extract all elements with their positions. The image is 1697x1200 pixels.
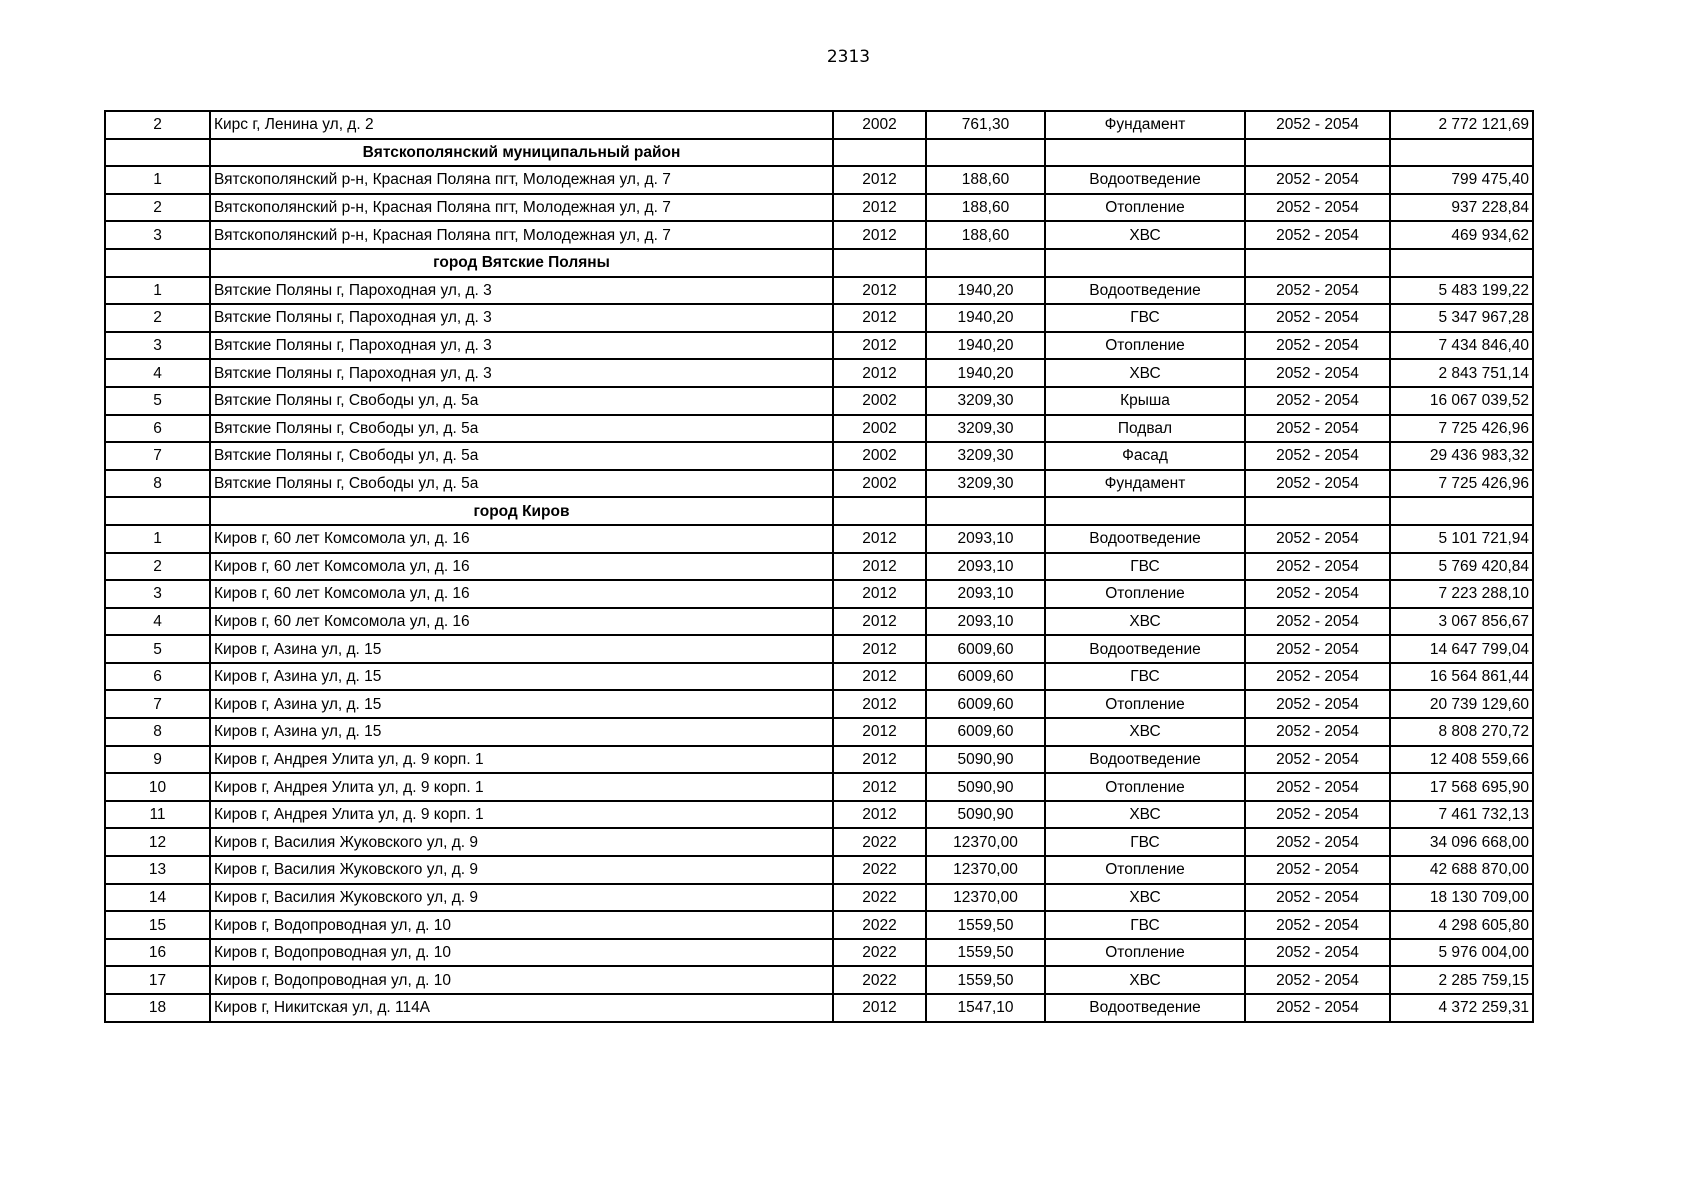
address-cell: Киров г, Водопроводная ул, д. 10 <box>210 939 833 967</box>
cost-cell: 7 725 426,96 <box>1390 415 1533 443</box>
address-cell: Вятские Поляны г, Свободы ул, д. 5а <box>210 470 833 498</box>
year-cell: 2012 <box>833 608 926 636</box>
year-cell: 2012 <box>833 194 926 222</box>
element-cell: Водоотведение <box>1045 166 1245 194</box>
cost-cell: 18 130 709,00 <box>1390 884 1533 912</box>
area-cell: 3209,30 <box>926 415 1045 443</box>
row-number-cell: 3 <box>105 221 210 249</box>
year-cell: 2002 <box>833 415 926 443</box>
element-cell: ХВС <box>1045 608 1245 636</box>
table-row <box>105 387 1533 415</box>
area-cell: 12370,00 <box>926 856 1045 884</box>
area-cell: 6009,60 <box>926 663 1045 691</box>
address-cell: Вятскополянский р-н, Красная Поляна пгт, Молодежная ул, д. 7 <box>210 221 833 249</box>
area-cell: 1559,50 <box>926 939 1045 967</box>
row-number-cell: 17 <box>105 966 210 994</box>
table-row <box>105 939 1533 967</box>
period-cell: 2052 - 2054 <box>1245 663 1390 691</box>
table-row <box>105 359 1533 387</box>
element-cell: Отопление <box>1045 690 1245 718</box>
year-cell: 2012 <box>833 221 926 249</box>
table-row <box>105 277 1533 305</box>
cost-cell: 5 483 199,22 <box>1390 277 1533 305</box>
period-cell: 2052 - 2054 <box>1245 359 1390 387</box>
section-header-row <box>105 249 1533 277</box>
period-cell: 2052 - 2054 <box>1245 304 1390 332</box>
cost-cell: 5 769 420,84 <box>1390 553 1533 581</box>
table-row <box>105 911 1533 939</box>
repair-schedule-table <box>104 110 1534 1023</box>
element-cell: Фундамент <box>1045 470 1245 498</box>
element-cell: ГВС <box>1045 304 1245 332</box>
row-number-cell: 5 <box>105 387 210 415</box>
element-cell: Отопление <box>1045 939 1245 967</box>
element-cell: ХВС <box>1045 801 1245 829</box>
empty-cell <box>1390 249 1533 277</box>
period-cell: 2052 - 2054 <box>1245 166 1390 194</box>
cost-cell: 7 461 732,13 <box>1390 801 1533 829</box>
cost-cell: 5 101 721,94 <box>1390 525 1533 553</box>
row-number-cell: 7 <box>105 690 210 718</box>
cost-cell: 2 772 121,69 <box>1390 111 1533 139</box>
area-cell: 1547,10 <box>926 994 1045 1022</box>
empty-cell <box>1045 249 1245 277</box>
row-number-cell: 6 <box>105 415 210 443</box>
element-cell: Отопление <box>1045 856 1245 884</box>
row-number-cell: 2 <box>105 553 210 581</box>
year-cell: 2012 <box>833 359 926 387</box>
year-cell: 2012 <box>833 663 926 691</box>
area-cell: 6009,60 <box>926 718 1045 746</box>
cost-cell: 4 298 605,80 <box>1390 911 1533 939</box>
address-cell: Киров г, Водопроводная ул, д. 10 <box>210 911 833 939</box>
area-cell: 1940,20 <box>926 332 1045 360</box>
area-cell: 1940,20 <box>926 359 1045 387</box>
year-cell: 2002 <box>833 387 926 415</box>
address-cell: Киров г, Азина ул, д. 15 <box>210 718 833 746</box>
cost-cell: 5 976 004,00 <box>1390 939 1533 967</box>
address-cell: Киров г, Водопроводная ул, д. 10 <box>210 966 833 994</box>
empty-cell <box>833 139 926 167</box>
area-cell: 2093,10 <box>926 608 1045 636</box>
area-cell: 6009,60 <box>926 635 1045 663</box>
year-cell: 2012 <box>833 746 926 774</box>
table-row <box>105 525 1533 553</box>
year-cell: 2022 <box>833 966 926 994</box>
period-cell: 2052 - 2054 <box>1245 332 1390 360</box>
table-row <box>105 773 1533 801</box>
period-cell: 2052 - 2054 <box>1245 608 1390 636</box>
row-number-cell: 6 <box>105 663 210 691</box>
period-cell: 2052 - 2054 <box>1245 690 1390 718</box>
table-row <box>105 994 1533 1022</box>
period-cell: 2052 - 2054 <box>1245 387 1390 415</box>
row-number-cell: 11 <box>105 801 210 829</box>
period-cell: 2052 - 2054 <box>1245 442 1390 470</box>
section-title: город Вятские Поляны <box>210 249 833 277</box>
element-cell: ХВС <box>1045 718 1245 746</box>
period-cell: 2052 - 2054 <box>1245 580 1390 608</box>
address-cell: Вятские Поляны г, Свободы ул, д. 5а <box>210 387 833 415</box>
table-row <box>105 966 1533 994</box>
address-cell: Вятские Поляны г, Свободы ул, д. 5а <box>210 415 833 443</box>
period-cell: 2052 - 2054 <box>1245 856 1390 884</box>
address-cell: Киров г, Азина ул, д. 15 <box>210 663 833 691</box>
address-cell: Киров г, 60 лет Комсомола ул, д. 16 <box>210 608 833 636</box>
table-row <box>105 690 1533 718</box>
address-cell: Киров г, 60 лет Комсомола ул, д. 16 <box>210 580 833 608</box>
table-body <box>105 111 1533 1022</box>
table-row <box>105 856 1533 884</box>
cost-cell: 8 808 270,72 <box>1390 718 1533 746</box>
year-cell: 2012 <box>833 580 926 608</box>
area-cell: 188,60 <box>926 221 1045 249</box>
address-cell: Вятскополянский р-н, Красная Поляна пгт, Молодежная ул, д. 7 <box>210 166 833 194</box>
row-number-cell: 8 <box>105 718 210 746</box>
period-cell: 2052 - 2054 <box>1245 221 1390 249</box>
area-cell: 1559,50 <box>926 911 1045 939</box>
year-cell: 2002 <box>833 111 926 139</box>
address-cell: Киров г, Андрея Улита ул, д. 9 корп. 1 <box>210 746 833 774</box>
table-row <box>105 442 1533 470</box>
empty-cell <box>1390 139 1533 167</box>
cost-cell: 42 688 870,00 <box>1390 856 1533 884</box>
year-cell: 2012 <box>833 801 926 829</box>
address-cell: Вятские Поляны г, Пароходная ул, д. 3 <box>210 332 833 360</box>
row-number-cell: 3 <box>105 332 210 360</box>
period-cell: 2052 - 2054 <box>1245 277 1390 305</box>
period-cell: 2052 - 2054 <box>1245 470 1390 498</box>
address-cell: Киров г, Василия Жуковского ул, д. 9 <box>210 828 833 856</box>
area-cell: 12370,00 <box>926 828 1045 856</box>
table-row <box>105 746 1533 774</box>
cost-cell: 469 934,62 <box>1390 221 1533 249</box>
period-cell: 2052 - 2054 <box>1245 194 1390 222</box>
address-cell: Киров г, 60 лет Комсомола ул, д. 16 <box>210 553 833 581</box>
cost-cell: 3 067 856,67 <box>1390 608 1533 636</box>
table-row <box>105 663 1533 691</box>
year-cell: 2022 <box>833 939 926 967</box>
empty-cell <box>1045 497 1245 525</box>
empty-cell <box>1245 497 1390 525</box>
element-cell: ХВС <box>1045 884 1245 912</box>
table-row <box>105 332 1533 360</box>
area-cell: 1559,50 <box>926 966 1045 994</box>
cost-cell: 2 843 751,14 <box>1390 359 1533 387</box>
year-cell: 2012 <box>833 773 926 801</box>
row-number-cell: 4 <box>105 359 210 387</box>
empty-cell <box>1245 249 1390 277</box>
element-cell: Отопление <box>1045 332 1245 360</box>
empty-cell <box>833 497 926 525</box>
row-number-cell: 18 <box>105 994 210 1022</box>
address-cell: Вятские Поляны г, Пароходная ул, д. 3 <box>210 277 833 305</box>
empty-cell <box>105 497 210 525</box>
element-cell: Отопление <box>1045 773 1245 801</box>
cost-cell: 2 285 759,15 <box>1390 966 1533 994</box>
year-cell: 2022 <box>833 884 926 912</box>
year-cell: 2002 <box>833 470 926 498</box>
address-cell: Киров г, Азина ул, д. 15 <box>210 635 833 663</box>
address-cell: Киров г, Василия Жуковского ул, д. 9 <box>210 884 833 912</box>
empty-cell <box>105 249 210 277</box>
area-cell: 2093,10 <box>926 580 1045 608</box>
element-cell: Отопление <box>1045 580 1245 608</box>
area-cell: 6009,60 <box>926 690 1045 718</box>
year-cell: 2022 <box>833 828 926 856</box>
row-number-cell: 2 <box>105 304 210 332</box>
address-cell: Кирс г, Ленина ул, д. 2 <box>210 111 833 139</box>
address-cell: Киров г, Василия Жуковского ул, д. 9 <box>210 856 833 884</box>
address-cell: Киров г, Никитская ул, д. 114А <box>210 994 833 1022</box>
row-number-cell: 8 <box>105 470 210 498</box>
year-cell: 2012 <box>833 525 926 553</box>
year-cell: 2012 <box>833 166 926 194</box>
period-cell: 2052 - 2054 <box>1245 525 1390 553</box>
empty-cell <box>926 497 1045 525</box>
table-row <box>105 166 1533 194</box>
empty-cell <box>1245 139 1390 167</box>
area-cell: 3209,30 <box>926 442 1045 470</box>
year-cell: 2012 <box>833 332 926 360</box>
empty-cell <box>926 249 1045 277</box>
period-cell: 2052 - 2054 <box>1245 635 1390 663</box>
area-cell: 3209,30 <box>926 387 1045 415</box>
row-number-cell: 2 <box>105 194 210 222</box>
table-row <box>105 111 1533 139</box>
year-cell: 2012 <box>833 553 926 581</box>
area-cell: 188,60 <box>926 166 1045 194</box>
period-cell: 2052 - 2054 <box>1245 553 1390 581</box>
period-cell: 2052 - 2054 <box>1245 939 1390 967</box>
table-row <box>105 470 1533 498</box>
row-number-cell: 1 <box>105 277 210 305</box>
cost-cell: 14 647 799,04 <box>1390 635 1533 663</box>
year-cell: 2012 <box>833 690 926 718</box>
table-row <box>105 304 1533 332</box>
row-number-cell: 1 <box>105 525 210 553</box>
cost-cell: 16 067 039,52 <box>1390 387 1533 415</box>
table-row <box>105 194 1533 222</box>
year-cell: 2002 <box>833 442 926 470</box>
cost-cell: 4 372 259,31 <box>1390 994 1533 1022</box>
cost-cell: 7 725 426,96 <box>1390 470 1533 498</box>
year-cell: 2012 <box>833 277 926 305</box>
element-cell: Водоотведение <box>1045 635 1245 663</box>
row-number-cell: 16 <box>105 939 210 967</box>
cost-cell: 16 564 861,44 <box>1390 663 1533 691</box>
element-cell: Водоотведение <box>1045 525 1245 553</box>
table-row <box>105 580 1533 608</box>
area-cell: 5090,90 <box>926 773 1045 801</box>
address-cell: Киров г, Андрея Улита ул, д. 9 корп. 1 <box>210 773 833 801</box>
address-cell: Киров г, Азина ул, д. 15 <box>210 690 833 718</box>
period-cell: 2052 - 2054 <box>1245 884 1390 912</box>
period-cell: 2052 - 2054 <box>1245 828 1390 856</box>
year-cell: 2022 <box>833 911 926 939</box>
year-cell: 2012 <box>833 718 926 746</box>
element-cell: Отопление <box>1045 194 1245 222</box>
year-cell: 2012 <box>833 304 926 332</box>
area-cell: 12370,00 <box>926 884 1045 912</box>
address-cell: Киров г, Андрея Улита ул, д. 9 корп. 1 <box>210 801 833 829</box>
address-cell: Вятские Поляны г, Свободы ул, д. 5а <box>210 442 833 470</box>
row-number-cell: 1 <box>105 166 210 194</box>
table-row <box>105 801 1533 829</box>
cost-cell: 7 223 288,10 <box>1390 580 1533 608</box>
section-header-row <box>105 139 1533 167</box>
address-cell: Вятскополянский р-н, Красная Поляна пгт, Молодежная ул, д. 7 <box>210 194 833 222</box>
area-cell: 5090,90 <box>926 801 1045 829</box>
period-cell: 2052 - 2054 <box>1245 911 1390 939</box>
empty-cell <box>1045 139 1245 167</box>
period-cell: 2052 - 2054 <box>1245 801 1390 829</box>
row-number-cell: 15 <box>105 911 210 939</box>
row-number-cell: 14 <box>105 884 210 912</box>
row-number-cell: 5 <box>105 635 210 663</box>
section-title: Вятскополянский муниципальный район <box>210 139 833 167</box>
cost-cell: 937 228,84 <box>1390 194 1533 222</box>
year-cell: 2022 <box>833 856 926 884</box>
section-title: город Киров <box>210 497 833 525</box>
element-cell: Водоотведение <box>1045 277 1245 305</box>
cost-cell: 7 434 846,40 <box>1390 332 1533 360</box>
address-cell: Вятские Поляны г, Пароходная ул, д. 3 <box>210 359 833 387</box>
cost-cell: 12 408 559,66 <box>1390 746 1533 774</box>
row-number-cell: 7 <box>105 442 210 470</box>
area-cell: 2093,10 <box>926 525 1045 553</box>
section-header-row <box>105 497 1533 525</box>
row-number-cell: 3 <box>105 580 210 608</box>
element-cell: ХВС <box>1045 221 1245 249</box>
element-cell: ГВС <box>1045 828 1245 856</box>
row-number-cell: 9 <box>105 746 210 774</box>
element-cell: Подвал <box>1045 415 1245 443</box>
year-cell: 2012 <box>833 994 926 1022</box>
table-row <box>105 221 1533 249</box>
period-cell: 2052 - 2054 <box>1245 415 1390 443</box>
period-cell: 2052 - 2054 <box>1245 773 1390 801</box>
element-cell: ХВС <box>1045 966 1245 994</box>
element-cell: ГВС <box>1045 553 1245 581</box>
table-row <box>105 718 1533 746</box>
address-cell: Вятские Поляны г, Пароходная ул, д. 3 <box>210 304 833 332</box>
area-cell: 3209,30 <box>926 470 1045 498</box>
table-row <box>105 553 1533 581</box>
cost-cell: 17 568 695,90 <box>1390 773 1533 801</box>
row-number-cell: 4 <box>105 608 210 636</box>
table-row <box>105 635 1533 663</box>
row-number-cell: 12 <box>105 828 210 856</box>
element-cell: Водоотведение <box>1045 994 1245 1022</box>
row-number-cell: 13 <box>105 856 210 884</box>
row-number-cell: 2 <box>105 111 210 139</box>
element-cell: ГВС <box>1045 911 1245 939</box>
area-cell: 188,60 <box>926 194 1045 222</box>
cost-cell: 5 347 967,28 <box>1390 304 1533 332</box>
address-cell: Киров г, 60 лет Комсомола ул, д. 16 <box>210 525 833 553</box>
empty-cell <box>1390 497 1533 525</box>
element-cell: Фасад <box>1045 442 1245 470</box>
area-cell: 5090,90 <box>926 746 1045 774</box>
year-cell: 2012 <box>833 635 926 663</box>
cost-cell: 34 096 668,00 <box>1390 828 1533 856</box>
cost-cell: 29 436 983,32 <box>1390 442 1533 470</box>
table-row <box>105 415 1533 443</box>
area-cell: 761,30 <box>926 111 1045 139</box>
area-cell: 2093,10 <box>926 553 1045 581</box>
period-cell: 2052 - 2054 <box>1245 966 1390 994</box>
area-cell: 1940,20 <box>926 277 1045 305</box>
cost-cell: 799 475,40 <box>1390 166 1533 194</box>
element-cell: Крыша <box>1045 387 1245 415</box>
period-cell: 2052 - 2054 <box>1245 111 1390 139</box>
element-cell: Фундамент <box>1045 111 1245 139</box>
period-cell: 2052 - 2054 <box>1245 718 1390 746</box>
empty-cell <box>105 139 210 167</box>
element-cell: ХВС <box>1045 359 1245 387</box>
row-number-cell: 10 <box>105 773 210 801</box>
cost-cell: 20 739 129,60 <box>1390 690 1533 718</box>
period-cell: 2052 - 2054 <box>1245 746 1390 774</box>
element-cell: Водоотведение <box>1045 746 1245 774</box>
period-cell: 2052 - 2054 <box>1245 994 1390 1022</box>
empty-cell <box>833 249 926 277</box>
page-number: 2313 <box>826 47 871 67</box>
empty-cell <box>926 139 1045 167</box>
table-row <box>105 608 1533 636</box>
element-cell: ГВС <box>1045 663 1245 691</box>
area-cell: 1940,20 <box>926 304 1045 332</box>
table-row <box>105 828 1533 856</box>
table-row <box>105 884 1533 912</box>
